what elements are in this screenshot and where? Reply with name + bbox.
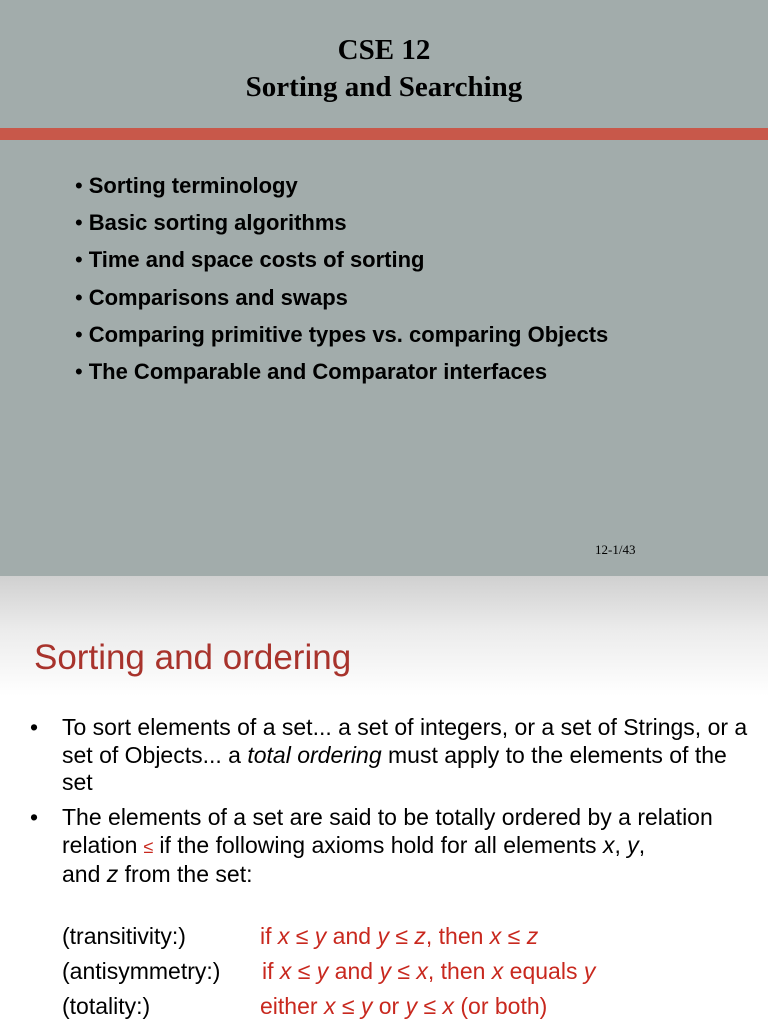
text-run: To sort elements of a set... a set of integers, or a set of Strings, or a set of Objects... a — [62, 714, 748, 768]
list-item-text: Sorting terminology — [88, 173, 298, 198]
page-number: 12-1/43 — [595, 542, 636, 557]
axiom-label: (transitivity:) — [62, 923, 186, 949]
text-run: , — [614, 831, 628, 858]
slide-2-title: Sorting and ordering — [34, 638, 352, 677]
list-item — [75, 207, 608, 244]
bullet-glyph: • — [75, 210, 83, 236]
slide-1-title — [0, 32, 768, 106]
text-run: from the set: — [118, 861, 253, 887]
list-item — [75, 244, 608, 281]
axiom-rule: if x ≤ y and y ≤ x, then x equals y — [262, 958, 596, 984]
bullet-glyph: • — [75, 284, 83, 310]
text-run: if the following axioms hold for all elements — [159, 831, 603, 858]
text-run: must apply to the elements of the set — [62, 741, 727, 795]
bullet-text — [62, 804, 752, 889]
course-code: CSE 12 — [337, 34, 431, 66]
text-run: relation — [62, 831, 138, 858]
lecture-title: Sorting and Searching — [245, 71, 523, 103]
list-item-text: Basic sorting algorithms — [88, 210, 347, 236]
bullet-glyph: • — [75, 321, 83, 347]
list-item-text: Comparing primitive types vs. comparing Objects — [88, 321, 609, 347]
bullet-glyph: • — [75, 247, 83, 273]
axiom-label: (antisymmetry:) — [62, 958, 221, 984]
variable: x — [602, 831, 615, 858]
list-item — [75, 356, 608, 393]
list-item-text: Comparisons and swaps — [88, 284, 348, 310]
variable: z — [106, 861, 119, 887]
axiom-rule: if x ≤ y and y ≤ z, then x ≤ z — [260, 923, 539, 949]
axiom-transitivity — [62, 922, 539, 950]
bullet-glyph: • — [75, 173, 83, 198]
title-divider — [0, 128, 768, 140]
bullet-glyph: • — [30, 804, 39, 830]
list-item — [75, 282, 608, 319]
topic-list — [75, 170, 608, 393]
list-item — [75, 319, 608, 356]
text-run: The elements of a set are said to be totally ordered by a relation — [62, 804, 713, 830]
axiom-antisymmetry — [62, 957, 596, 985]
emphasized-term: total ordering — [247, 741, 382, 768]
list-item-text: Time and space costs of sorting — [88, 247, 425, 273]
variable: y — [627, 831, 639, 858]
slide-2 — [0, 576, 768, 1024]
list-item — [75, 170, 608, 207]
text-run: and — [62, 861, 107, 887]
list-item-text: The Comparable and Comparator interfaces — [88, 358, 548, 384]
bullet-glyph: • — [30, 714, 39, 740]
bullet-text — [62, 714, 752, 797]
bullet-glyph: • — [75, 358, 83, 384]
axiom-label: (totality:) — [62, 993, 151, 1019]
axiom-totality — [62, 992, 548, 1020]
axiom-rule: either x ≤ y or y ≤ x (or both) — [260, 993, 548, 1019]
text-run: , — [638, 831, 646, 858]
relation-symbol: ≤ — [143, 836, 154, 857]
